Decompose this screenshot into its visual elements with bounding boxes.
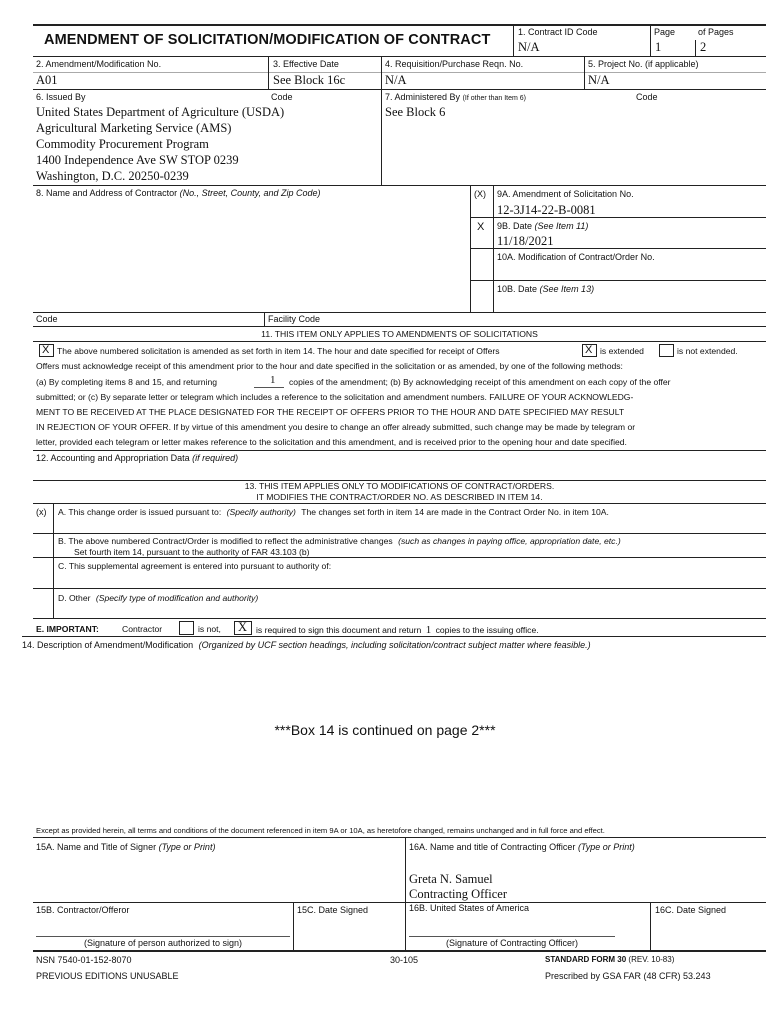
v-code-facility xyxy=(264,312,265,326)
issued-by-line: Agricultural Marketing Service (AMS) xyxy=(36,121,232,135)
rule-13d xyxy=(33,618,766,619)
important-rest-b: copies to the issuing office. xyxy=(435,625,539,635)
v-row2-b xyxy=(381,56,382,89)
item12-label-text: 12. Accounting and Appropriation Data xyxy=(36,453,190,463)
item13-a-text: A. This change order is issued pursuant to: xyxy=(58,507,222,517)
rule-after-8 xyxy=(33,312,766,313)
item13-heading-2: IT MODIFIES THE CONTRACT/ORDER NO. AS DESCRIBED IN ITEM 14. xyxy=(256,492,543,502)
item13-heading-1: 13. THIS ITEM APPLIES ONLY TO MODIFICATIONS OF CONTRACT/ORDERS. xyxy=(244,481,555,491)
item11-heading: 11. THIS ITEM ONLY APPLIES TO AMENDMENTS OF SOLICITATIONS xyxy=(261,329,538,339)
item13-c: C. This supplemental agreement is entered into pursuant to authority of: xyxy=(58,561,332,571)
effective-date-value: See Block 16c xyxy=(273,73,346,87)
item11-copies-underline xyxy=(254,387,284,388)
of-pages-value: 2 xyxy=(700,40,707,54)
item13-a xyxy=(58,507,609,517)
date-10b-note: (See Item 13) xyxy=(539,284,595,294)
item11-line6: IN REJECTION OF YOUR OFFER. If by virtue of this amendment you desire to change an offer already submitted, such change may be made by telegram or xyxy=(36,422,636,432)
v-13x xyxy=(53,503,54,618)
rule-before-15b xyxy=(33,902,766,903)
rule-after-row2 xyxy=(33,89,766,90)
signature-caption-16: (Signature of Contracting Officer) xyxy=(446,938,578,948)
amendment-no-label: 2. Amendment/Modification No. xyxy=(36,59,162,69)
contractor-label-text: 8. Name and Address of Contractor xyxy=(36,188,178,198)
officer-name-label xyxy=(409,842,635,852)
amendment-no-value: A01 xyxy=(36,73,58,87)
rule-13b xyxy=(33,557,766,558)
item11-line7: letter, provided each telegram or letter makes reference to the solicitation and this amendment, and is received prior to the opening hour and date specified. xyxy=(36,437,627,447)
project-no-value: N/A xyxy=(588,73,610,87)
page-label: Page xyxy=(654,27,676,37)
important-rest xyxy=(256,624,539,636)
date-signed-16c-label: 16C. Date Signed xyxy=(655,905,727,915)
item11-line2: Offers must acknowledge receipt of this amendment prior to the hour and date specified in the solicitation or as amended, by one of the following methods: xyxy=(36,361,623,371)
issued-by-label: 6. Issued By xyxy=(36,92,86,102)
item11-not-extended-text: is not extended. xyxy=(677,346,738,356)
requisition-label: 4. Requisition/Purchase Reqn. No. xyxy=(385,59,524,69)
prescribed-by: Prescribed by GSA FAR (48 CFR) 53.243 xyxy=(545,971,711,981)
signer-name-label xyxy=(36,842,215,852)
requisition-value: N/A xyxy=(385,73,407,87)
standard-form-name: STANDARD FORM 30 xyxy=(545,955,627,964)
important-is-not: is not, xyxy=(198,624,221,634)
contractor-code-label: Code xyxy=(36,314,58,324)
item11-check-mark: X xyxy=(42,344,50,356)
administered-by-code-label: Code xyxy=(636,92,658,102)
project-no-label: 5. Project No. (if applicable) xyxy=(588,59,699,69)
rule-after-11 xyxy=(33,450,766,451)
x-header: (X) xyxy=(474,189,486,199)
rule-after-title xyxy=(33,56,766,57)
important-contractor: Contractor xyxy=(122,624,163,634)
standard-form-rev: (REV. 10-83) xyxy=(628,955,675,964)
terms-statement: Except as provided herein, all terms and conditions of the document referenced in item 9A or 10A, as heretofore changed, remains unchanged and in full force and effect. xyxy=(36,826,605,835)
important-copies: 1 xyxy=(425,624,432,636)
item13-d xyxy=(58,593,258,603)
item11-line4: submitted; or (c) By separate letter or telegram which includes a reference to the solicitation and amendment numbers. FAILURE OF YOUR ACKNOWLEDG- xyxy=(36,392,634,402)
effective-date-label: 3. Effective Date xyxy=(273,59,339,69)
nsn: NSN 7540-01-152-8070 xyxy=(36,955,132,965)
issued-by-line: Washington, D.C. 20250-0239 xyxy=(36,169,189,183)
rule-after-E xyxy=(22,636,766,637)
v-row2-a xyxy=(268,56,269,89)
signature-line-15 xyxy=(36,936,290,937)
issued-by-line: Commodity Procurement Program xyxy=(36,137,209,151)
date-signed-15c-label: 15C. Date Signed xyxy=(297,905,369,915)
solicitation-no-label: 9A. Amendment of Solicitation No. xyxy=(497,189,634,199)
administered-by-label xyxy=(385,92,526,102)
officer-name-note: (Type or Print) xyxy=(577,842,635,852)
item11-line3a: (a) By completing items 8 and 15, and returning xyxy=(36,377,218,387)
item13-a-note: (Specify authority) xyxy=(226,507,296,517)
contract-id-value: N/A xyxy=(518,40,540,54)
signature-line-16 xyxy=(409,936,615,937)
of-pages-label: of Pages xyxy=(698,27,734,37)
item11-line1: The above numbered solicitation is amended as set forth in item 14. The hour and date specified for receipt of Offers xyxy=(57,346,500,356)
facility-code-label: Facility Code xyxy=(268,314,321,324)
v-16c xyxy=(650,902,651,950)
bottom-rule xyxy=(33,950,766,952)
officer-title-value: Contracting Officer xyxy=(409,887,507,901)
issued-by-line: United States Department of Agriculture (USDA) xyxy=(36,105,285,119)
v-16a xyxy=(405,837,406,950)
item14-note: (Organized by UCF section headings, including solicitation/contract subject matter where feasible.) xyxy=(198,640,591,650)
date-9b-label xyxy=(497,221,588,231)
item11-line5: MENT TO BE RECEIVED AT THE PLACE DESIGNATED FOR THE RECEIPT OF OFFERS PRIOR TO THE HOUR AND DATE SPECIFIED MAY RESULT xyxy=(36,407,625,417)
signer-name-label-text: 15A. Name and Title of Signer xyxy=(36,842,157,852)
contractor-label-note: (No., Street, County, and Zip Code) xyxy=(179,188,321,198)
item14-label-text: 14. Description of Amendment/Modification xyxy=(22,640,194,650)
rule-after-13-head xyxy=(33,503,766,504)
item11-copies-value: 1 xyxy=(270,374,276,386)
standard-form xyxy=(545,955,674,964)
date-9b-note: (See Item 11) xyxy=(534,221,589,231)
v-title-right xyxy=(513,24,514,56)
item12-note: (if required) xyxy=(192,453,239,463)
item13-b-line2: Set fourth item 14, pursuant to the authority of FAR 43.103 (b) xyxy=(74,547,310,557)
administered-by-note: (If other than Item 6) xyxy=(462,95,526,102)
important-checkbox-isnot[interactable] xyxy=(179,621,194,635)
v-15c xyxy=(293,902,294,950)
v-row2-c xyxy=(584,56,585,89)
item11-extended-text: is extended xyxy=(600,346,644,356)
issued-by-code-label: Code xyxy=(271,92,293,102)
rule-after-6-7 xyxy=(33,185,766,186)
item13-b xyxy=(58,536,621,546)
officer-name-value: Greta N. Samuel xyxy=(409,872,493,886)
rule-13c xyxy=(33,588,766,589)
date-10b-label-text: 10B. Date xyxy=(497,284,538,294)
page-value: 1 xyxy=(655,40,662,54)
rule-after-11-head xyxy=(33,341,766,342)
form-title: AMENDMENT OF SOLICITATION/MODIFICATION OF CONTRACT xyxy=(44,32,491,48)
date-9b-value: 11/18/2021 xyxy=(497,234,554,248)
item14-continued: ***Box 14 is continued on page 2*** xyxy=(274,722,496,738)
v-page xyxy=(650,24,651,56)
item13-d-text: D. Other xyxy=(58,593,91,603)
date-10b-label xyxy=(497,284,594,294)
usa-16b-label: 16B. United States of America xyxy=(409,903,530,913)
v-67 xyxy=(381,89,382,185)
date-9b-check[interactable]: X xyxy=(477,221,485,233)
item13-b-text: B. The above numbered Contract/Order is modified to reflect the administrative changes xyxy=(58,536,393,546)
rule-after-footer-text xyxy=(33,837,766,838)
solicitation-no-value: 12-3J14-22-B-0081 xyxy=(497,203,596,217)
important-label: E. IMPORTANT: xyxy=(36,624,99,634)
item11-extended-mark: X xyxy=(585,344,593,356)
item13-d-note: (Specify type of modification and authority) xyxy=(95,593,259,603)
item13-b-note: (such as changes in paying office, appropriation date, etc.) xyxy=(398,536,621,546)
contract-id-label: 1. Contract ID Code xyxy=(518,27,598,37)
rule-13a xyxy=(33,533,766,534)
administered-by-value: See Block 6 xyxy=(385,105,446,119)
rule-10a-10b xyxy=(470,280,766,281)
signature-caption-15: (Signature of person authorized to sign) xyxy=(83,938,243,948)
item11-line3b: copies of the amendment; (b) By acknowledging receipt of this amendment on each copy of the offer xyxy=(289,377,671,387)
item13-x-header: (x) xyxy=(36,507,47,517)
item14-label xyxy=(22,640,591,650)
previous-editions: PREVIOUS EDITIONS UNUSABLE xyxy=(36,971,179,981)
officer-name-label-text: 16A. Name and title of Contracting Officer xyxy=(409,842,576,852)
item13-a-rest: The changes set forth in item 14 are made in the Contract Order No. in item 10A. xyxy=(301,507,609,517)
date-9b-label-text: 9B. Date xyxy=(497,221,533,231)
item12-label xyxy=(36,453,238,463)
top-rule xyxy=(33,24,766,26)
contractor-offeror-label: 15B. Contractor/Offeror xyxy=(36,905,130,915)
signer-name-note: (Type or Print) xyxy=(158,842,216,852)
issued-by-line: 1400 Independence Ave SW STOP 0239 xyxy=(36,153,239,167)
administered-by-text: 7. Administered By xyxy=(385,92,461,102)
rule-after-code xyxy=(33,326,766,327)
important-check-mark: X xyxy=(238,620,248,634)
v-ofpages xyxy=(695,40,696,56)
important-rest-a: is required to sign this document and return xyxy=(256,625,422,635)
item11-checkbox-not-extended[interactable] xyxy=(659,344,674,357)
modification-no-label: 10A. Modification of Contract/Order No. xyxy=(497,252,655,262)
contractor-label xyxy=(36,188,321,198)
form-number-center: 30-105 xyxy=(390,955,419,965)
